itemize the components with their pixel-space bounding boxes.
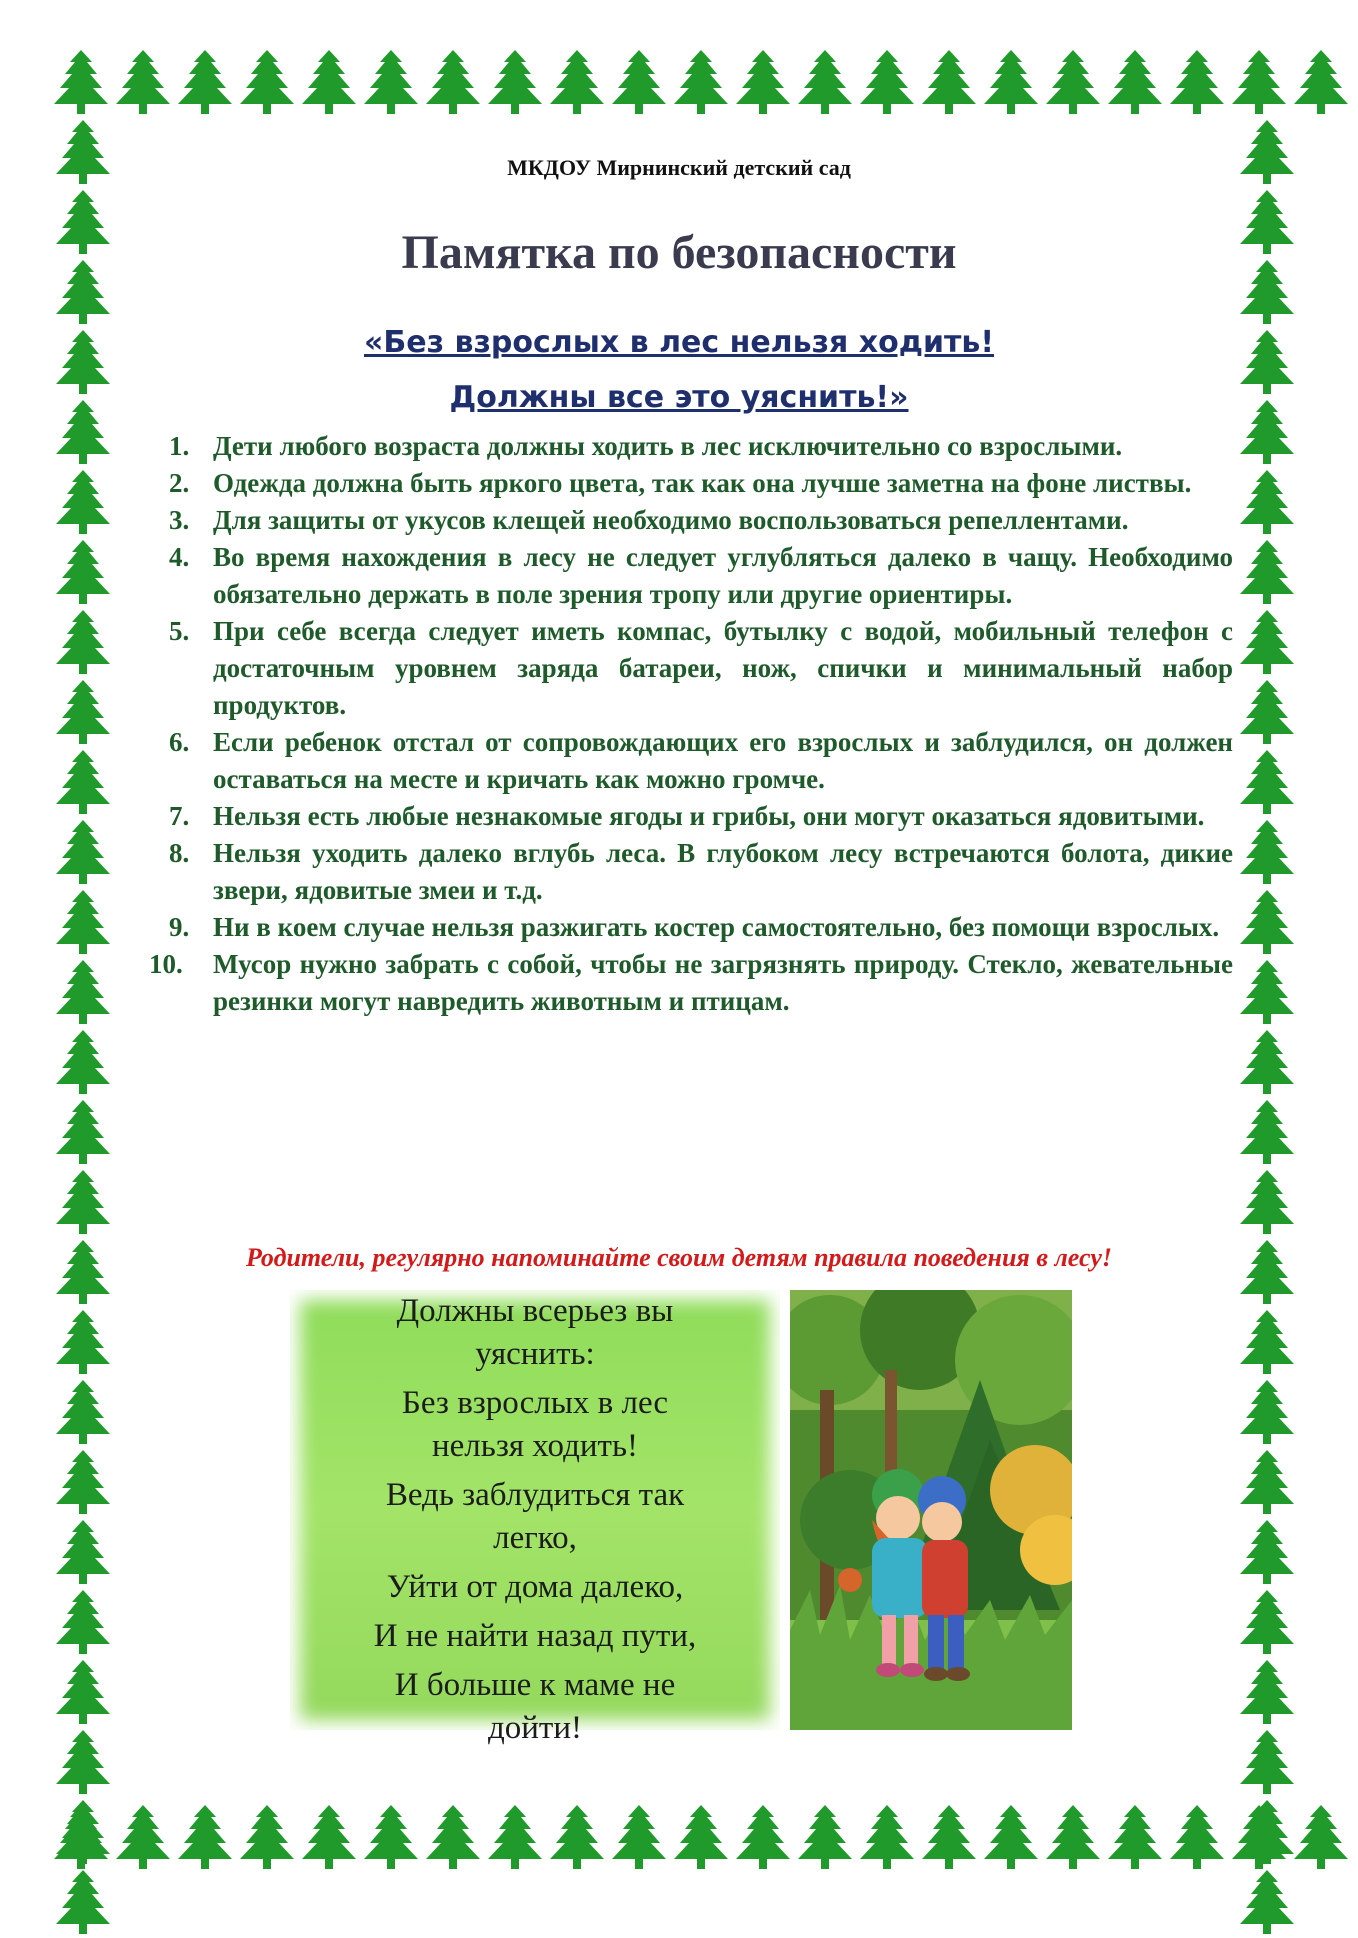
fir-tree-icon <box>52 958 114 1028</box>
rule-text: Одежда должна быть яркого цвета, так как она лучше заметна на фоне листвы. <box>213 468 1192 498</box>
fir-tree-icon <box>670 48 732 118</box>
fir-tree-icon <box>670 1803 732 1873</box>
border-bottom <box>50 1803 1308 1873</box>
fir-tree-icon <box>608 1803 670 1873</box>
fir-tree-icon <box>174 1803 236 1873</box>
rule-item <box>133 724 1233 798</box>
poem-line: Без взрослых в лес <box>401 1385 669 1421</box>
rule-text: Мусор нужно забрать с собой, чтобы не загрязнять природу. Стекло, жевательные резинки могут навредить животным и птицам. <box>213 949 1233 1016</box>
fir-tree-icon <box>1104 1803 1166 1873</box>
rule-text: При себе всегда следует иметь компас, бутылку с водой, мобильный телефон с достаточным уровнем заряда батареи, нож, спички и минимальный набор продуктов. <box>213 616 1233 720</box>
fir-tree-icon <box>298 1803 360 1873</box>
children-in-forest-illustration <box>790 1290 1072 1730</box>
fir-tree-icon <box>1228 48 1290 118</box>
fir-tree-icon <box>1236 1658 1298 1728</box>
safety-rules-list <box>133 428 1233 1020</box>
subtitle-line-1: «Без взрослых в лес нельзя ходить! <box>363 325 995 360</box>
parents-reminder: Родители, регулярно напоминайте своим детям правила поведения в лесу! <box>245 1243 1113 1272</box>
fir-tree-icon <box>1236 538 1298 608</box>
fir-tree-icon <box>112 48 174 118</box>
fir-tree-icon <box>1236 818 1298 888</box>
fir-tree-icon <box>546 1803 608 1873</box>
rule-text: Во время нахождения в лесу не следует углубляться далеко в чащу. Необходимо обязательно держать в поле зрения тропу или другие ориентиры. <box>213 542 1233 609</box>
fir-tree-icon <box>422 1803 484 1873</box>
fir-tree-icon <box>1236 468 1298 538</box>
fir-tree-icon <box>52 1518 114 1588</box>
fir-tree-icon <box>298 48 360 118</box>
rule-text: Дети любого возраста должны ходить в лес исключительно со взрослыми. <box>213 431 1123 461</box>
subtitle-line-2: Должны все это уяснить!» <box>449 380 909 415</box>
fir-tree-icon <box>52 888 114 958</box>
poem-line: дойти! <box>487 1710 583 1746</box>
fir-tree-icon <box>52 1028 114 1098</box>
fir-tree-icon <box>236 1803 298 1873</box>
fir-tree-icon <box>1236 1868 1298 1938</box>
fir-tree-icon <box>1236 1028 1298 1098</box>
fir-tree-icon <box>856 1803 918 1873</box>
fir-tree-icon <box>1166 48 1228 118</box>
fir-tree-icon <box>546 48 608 118</box>
rule-text: Нельзя есть любые незнакомые ягоды и грибы, они могут оказаться ядовитыми. <box>213 801 1205 831</box>
poem-line: И не найти назад пути, <box>373 1618 697 1654</box>
fir-tree-icon <box>856 48 918 118</box>
fir-tree-icon <box>52 748 114 818</box>
rule-item <box>133 909 1233 946</box>
fir-tree-icon <box>174 48 236 118</box>
border-right <box>1236 118 1306 1808</box>
fir-tree-icon <box>236 48 298 118</box>
fir-tree-icon <box>52 1098 114 1168</box>
fir-tree-icon <box>980 48 1042 118</box>
rule-number: 6. <box>169 727 190 757</box>
poem-line: легко, <box>493 1520 577 1556</box>
fir-tree-icon <box>52 1168 114 1238</box>
fir-tree-icon <box>422 48 484 118</box>
poem-line: Уйти от дома далеко, <box>386 1569 684 1605</box>
fir-tree-icon <box>1236 1728 1298 1798</box>
poem-text <box>290 1290 780 1750</box>
rule-item <box>133 539 1233 613</box>
fir-tree-icon <box>732 48 794 118</box>
rule-text: Ни в коем случае нельзя разжигать костер самостоятельно, без помощи взрослых. <box>213 912 1220 942</box>
fir-tree-icon <box>732 1803 794 1873</box>
rule-item <box>133 613 1233 724</box>
fir-tree-icon <box>1236 608 1298 678</box>
fir-tree-icon <box>1236 958 1298 1028</box>
fir-tree-icon <box>1290 1803 1352 1873</box>
fir-tree-icon <box>794 48 856 118</box>
fir-tree-icon <box>980 1803 1042 1873</box>
fir-tree-icon <box>112 1803 174 1873</box>
organization-name: МКДОУ Мирнинский детский сад <box>507 155 851 180</box>
fir-tree-icon <box>794 1803 856 1873</box>
rule-number: 1. <box>169 431 190 461</box>
fir-tree-icon <box>1236 678 1298 748</box>
rule-item <box>133 835 1233 909</box>
fir-tree-icon <box>1042 48 1104 118</box>
poem-line: нельзя ходить! <box>432 1428 638 1464</box>
poem-illustration <box>290 1290 1072 1746</box>
rule-text: Если ребенок отстал от сопровождающих его взрослых и заблудился, он должен оставаться на месте и кричать как можно громче. <box>213 727 1233 794</box>
fir-tree-icon <box>52 1728 114 1798</box>
rule-number: 4. <box>169 542 190 572</box>
fir-tree-icon <box>52 1868 114 1938</box>
fir-tree-icon <box>484 1803 546 1873</box>
rule-item <box>133 946 1233 1020</box>
poem-line: И больше к маме не <box>394 1667 676 1703</box>
fir-tree-icon <box>52 1658 114 1728</box>
fir-tree-icon <box>360 1803 422 1873</box>
fir-tree-icon <box>1236 1448 1298 1518</box>
fir-tree-icon <box>1236 1518 1298 1588</box>
poem-line: Ведь заблудиться так <box>385 1477 685 1513</box>
fir-tree-icon <box>918 1803 980 1873</box>
fir-tree-icon <box>52 1378 114 1448</box>
fir-tree-icon <box>1236 1168 1298 1238</box>
fir-tree-icon <box>1236 888 1298 958</box>
fir-tree-icon <box>52 1798 114 1868</box>
rule-item <box>133 798 1233 835</box>
border-left <box>52 118 122 1808</box>
fir-tree-icon <box>1166 1803 1228 1873</box>
poem-panel <box>290 1290 780 1746</box>
poem-line: Должны всерьез вы <box>396 1293 674 1329</box>
fir-tree-icon <box>608 48 670 118</box>
fir-tree-icon <box>1042 1803 1104 1873</box>
rule-number: 3. <box>169 505 190 535</box>
rule-text: Нельзя уходить далеко вглубь леса. В глубоком лесу встречаются болота, дикие звери, ядовитые змеи и т.д. <box>213 838 1233 905</box>
rule-item <box>133 428 1233 465</box>
fir-tree-icon <box>50 48 112 118</box>
border-top <box>50 48 1308 118</box>
rule-number: 2. <box>169 468 190 498</box>
fir-tree-icon <box>1104 48 1166 118</box>
page-title: Памятка по безопасности <box>401 226 957 279</box>
fir-tree-icon <box>360 48 422 118</box>
rule-item <box>133 465 1233 502</box>
rule-number: 7. <box>169 801 190 831</box>
fir-tree-icon <box>52 678 114 748</box>
fir-tree-icon <box>1236 1378 1298 1448</box>
rule-text: Для защиты от укусов клещей необходимо воспользоваться репеллентами. <box>213 505 1129 535</box>
fir-tree-icon <box>52 1588 114 1658</box>
rule-number: 10. <box>149 949 183 979</box>
fir-tree-icon <box>52 1448 114 1518</box>
rule-number: 5. <box>169 616 190 646</box>
fir-tree-icon <box>484 48 546 118</box>
fir-tree-icon <box>1236 1588 1298 1658</box>
fir-tree-icon <box>52 1308 114 1378</box>
fir-tree-icon <box>1236 748 1298 818</box>
fir-tree-icon <box>1236 1098 1298 1168</box>
rule-number: 8. <box>169 838 190 868</box>
fir-tree-icon <box>1290 48 1352 118</box>
rule-item <box>133 502 1233 539</box>
fir-tree-icon <box>52 538 114 608</box>
fir-tree-icon <box>52 468 114 538</box>
poem-line: уяснить: <box>475 1336 595 1372</box>
rule-number: 9. <box>169 912 190 942</box>
fir-tree-icon <box>52 818 114 888</box>
fir-tree-icon <box>918 48 980 118</box>
fir-tree-icon <box>1236 1308 1298 1378</box>
fir-tree-icon <box>52 608 114 678</box>
fir-tree-icon <box>1236 1798 1298 1868</box>
